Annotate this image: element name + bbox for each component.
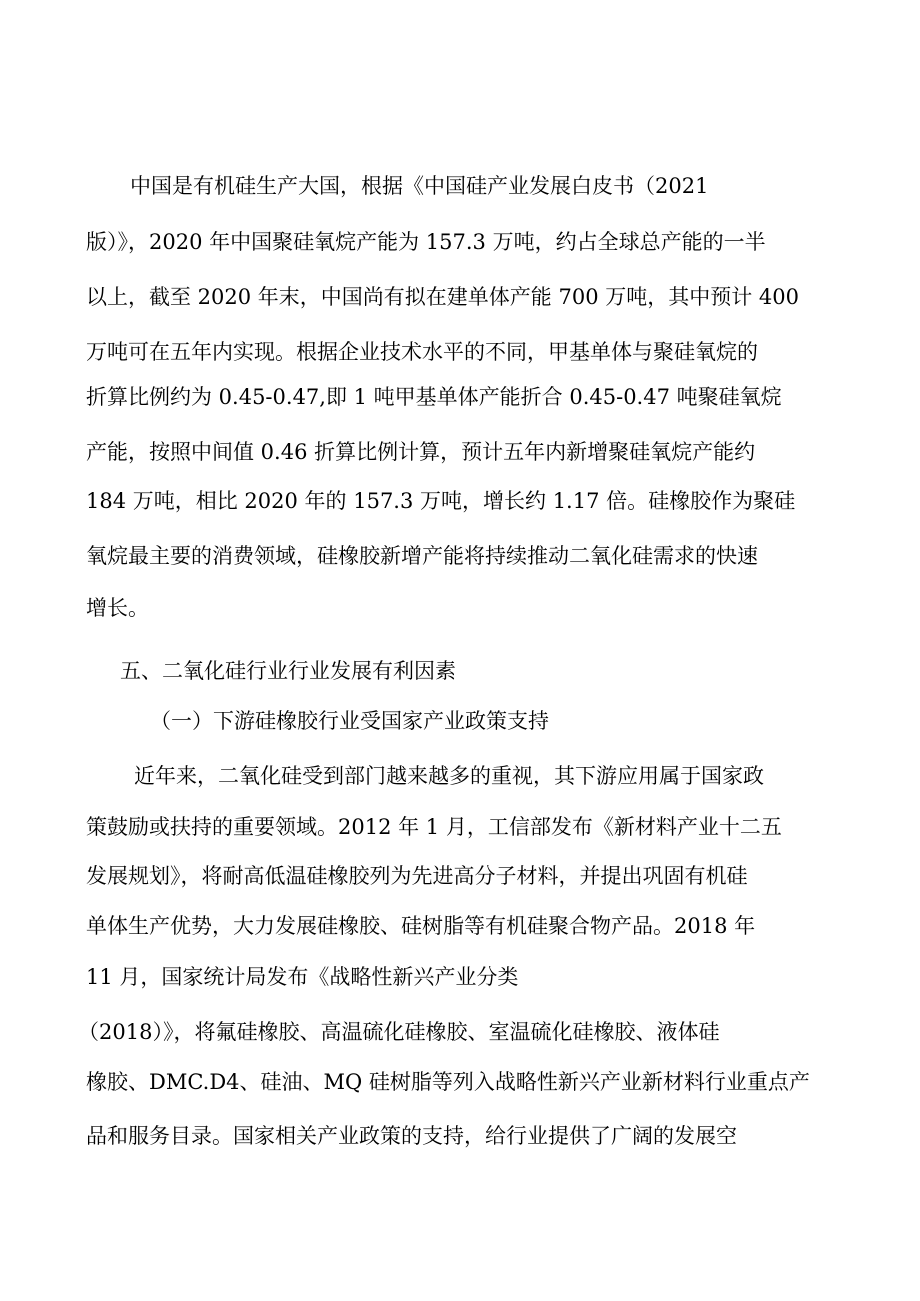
- paragraph-line: 增长。: [86, 596, 149, 620]
- paragraph-line: 氧烷最主要的消费领域，硅橡胶新增产能将持续推动二氧化硅需求的快速: [86, 544, 758, 568]
- paragraph-line: 橡胶、DMC.D4、硅油、MQ 硅树脂等列入战略性新兴产业新材料行业重点产: [86, 1070, 810, 1094]
- paragraph-line: 发展规划》，将耐高低温硅橡胶列为先进高分子材料，并提出巩固有机硅: [86, 864, 748, 888]
- paragraph-line: 11 月，国家统计局发布《战略性新兴产业分类: [86, 965, 519, 989]
- paragraph-line: 品和服务目录。国家相关产业政策的支持，给行业提供了广阔的发展空: [86, 1124, 737, 1148]
- paragraph-line: 万吨可在五年内实现。根据企业技术水平的不同，甲基单体与聚硅氧烷的: [86, 340, 758, 364]
- paragraph-line: 版）》，2020 年中国聚硅氧烷产能为 157.3 万吨，约占全球总产能的一半: [86, 230, 766, 254]
- paragraph-line: 184 万吨，相比 2020 年的 157.3 万吨，增长约 1.17 倍。硅橡胶作为聚硅: [86, 489, 796, 513]
- section-heading: 五、二氧化硅行业行业发展有利因素: [120, 659, 456, 683]
- paragraph-line: 产能，按照中间值 0.46 折算比例计算，预计五年内新增聚硅氧烷产能约: [86, 440, 756, 464]
- paragraph-line: 近年来，二氧化硅受到部门越来越多的重视，其下游应用属于国家政: [134, 764, 764, 788]
- paragraph-line: （2018）》，将氟硅橡胶、高温硫化硅橡胶、室温硫化硅橡胶、液体硅: [78, 1020, 720, 1044]
- subsection-heading: （一）下游硅橡胶行业受国家产业政策支持: [150, 709, 549, 733]
- paragraph-line: 以上，截至 2020 年末，中国尚有拟在建单体产能 700 万吨，其中预计 400: [86, 285, 799, 309]
- paragraph-line: 中国是有机硅生产大国，根据《中国硅产业发展白皮书（2021: [130, 174, 709, 198]
- paragraph-line: 单体生产优势，大力发展硅橡胶、硅树脂等有机硅聚合物产品。2018 年: [86, 914, 756, 938]
- paragraph-line: 折算比例约为 0.45-0.47,即 1 吨甲基单体产能折合 0.45-0.47 吨聚硅氧烷: [86, 385, 782, 409]
- paragraph-line: 策鼓励或扶持的重要领域。2012 年 1 月，工信部发布《新材料产业十二五: [86, 815, 782, 839]
